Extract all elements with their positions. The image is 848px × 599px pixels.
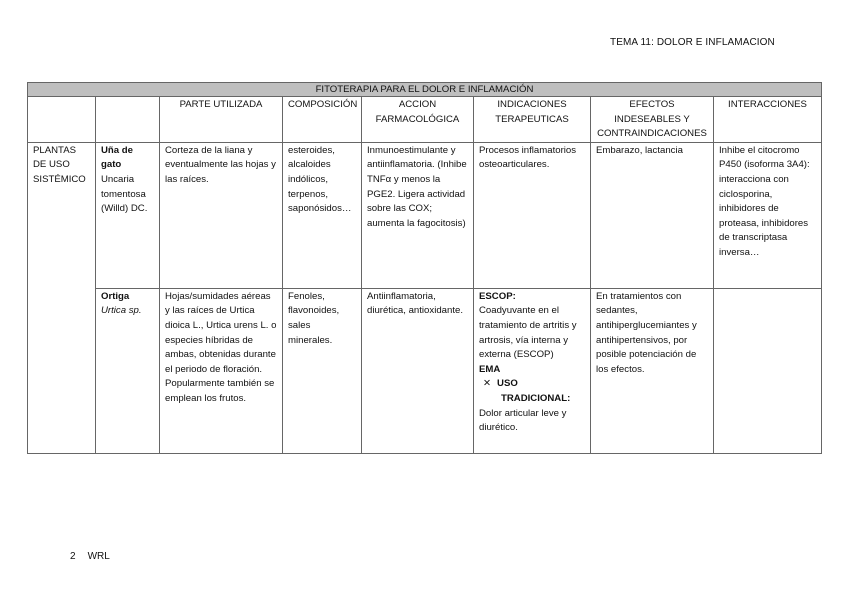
table-title: FITOTERAPIA PARA EL DOLOR E INFLAMACIÓN: [28, 83, 822, 97]
cell-interacciones: [714, 288, 822, 453]
table-row: [28, 288, 822, 453]
column-header-efectos: EFECTOS INDESEABLES Y CONTRAINDICACIONES: [591, 97, 714, 143]
plant-cell: [96, 288, 160, 453]
page-header-title: TEMA 11: DOLOR E INFLAMACION: [610, 37, 775, 48]
column-header-interacciones: INTERACCIONES: [714, 97, 822, 143]
group-label: PLANTAS DE USO SISTÉMICO: [28, 142, 96, 453]
cross-bullet-icon: ✕: [483, 378, 492, 390]
column-header-accion: ACCION FARMACOLÓGICA: [362, 97, 474, 143]
column-header-parte: PARTE UTILIZADA: [160, 97, 283, 143]
cell-parte: Corteza de la liana y eventualmente las hojas y las raíces.: [160, 142, 283, 288]
plant-name: Uña de gato: [101, 144, 133, 171]
plant-latin-name: Urtica sp.: [101, 305, 142, 317]
page-footer: [70, 551, 110, 562]
tradicional-label: TRADICIONAL:: [501, 392, 571, 404]
cell-parte: Hojas/sumidades aéreas y las raíces de Urtica dioica L., Urtica urens L. o especies híbridas de ambas, obtenidas durante el periodo de floración. Popularmente también se emplean los frutos.: [160, 288, 283, 453]
cell-efectos: En tratamientos con sedantes, antihiperglucemiantes y antihipertensivos, por posible potenciación de los efectos.: [591, 288, 714, 453]
cell-composicion: Fenoles, flavonoides, sales minerales.: [283, 288, 362, 453]
footer-initials: WRL: [87, 551, 110, 562]
uso-text: Dolor articular leve y diurético.: [479, 407, 567, 434]
escop-label: ESCOP:: [479, 290, 516, 302]
cell-accion: Inmunoestimulante y antiinflamatoria. (Inhibe TNFα y menos la PGE2. Ligera actividad sobre las COX; aumenta la fagocitosis): [362, 142, 474, 288]
header-empty-2: [96, 97, 160, 143]
cell-accion: Antiinflamatoria, diurética, antioxidante.: [362, 288, 474, 453]
plant-name: Ortiga: [101, 290, 130, 302]
cell-efectos: Embarazo, lactancia: [591, 142, 714, 288]
column-header-indicaciones: INDICACIONES TERAPEUTICAS: [474, 97, 591, 143]
phytotherapy-table: [27, 82, 822, 454]
header-empty-1: [28, 97, 96, 143]
page-number: 2: [70, 551, 76, 562]
table-row: [28, 142, 822, 288]
cell-composicion: esteroides, alcaloides indólicos, terpenos, saponósidos…: [283, 142, 362, 288]
cell-indicaciones: Procesos inflamatorios osteoarticulares.: [474, 142, 591, 288]
ema-label: EMA: [479, 363, 501, 375]
cell-interacciones: Inhibe el citocromo P450 (isoforma 3A4): interacciona con ciclosporina, inhibidores de proteasa, inhibidores de transcriptasa inversa…: [714, 142, 822, 288]
uso-label: USO: [497, 378, 518, 390]
cell-indicaciones: [474, 288, 591, 453]
column-header-composicion: COMPOSICIÓN: [283, 97, 362, 143]
plant-cell: [96, 142, 160, 288]
escop-text: Coadyuvante en el tratamiento de artritis y artrosis, vía interna y externa (ESCOP): [479, 305, 577, 361]
plant-latin-name: Uncaria tomentosa (Willd) DC.: [101, 173, 148, 215]
